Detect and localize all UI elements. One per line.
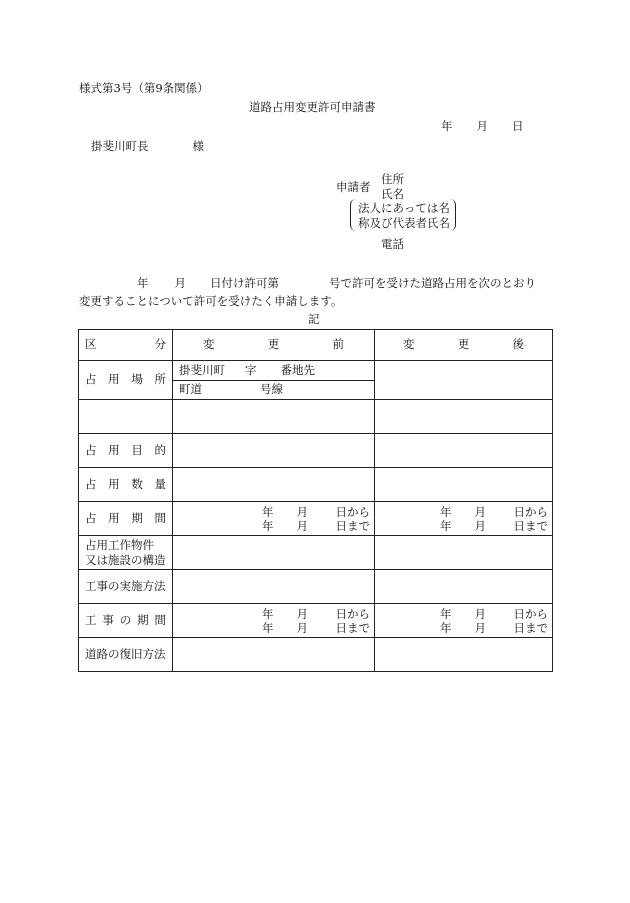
table-row-blank <box>79 400 553 434</box>
header-after: 変 更 後 <box>375 330 553 361</box>
quantity-after-cell[interactable] <box>375 468 553 502</box>
structure-after-cell[interactable] <box>375 536 553 570</box>
location-after-cell[interactable] <box>375 361 553 400</box>
method-after-cell[interactable] <box>375 570 553 604</box>
table-row-restore <box>79 638 553 672</box>
applicant-label: 申請者 <box>336 180 371 194</box>
body-date-part: 日付け許可第 <box>210 276 279 290</box>
body-month: 月 <box>174 276 186 290</box>
restore-label: 道路の復旧方法 <box>79 638 173 672</box>
applicant-phone-label: 電話 <box>381 237 404 251</box>
work-period-label: 工 事 の 期 間 <box>79 604 173 638</box>
date-year-label: 年 <box>441 119 453 133</box>
blank-label-cell <box>79 400 173 434</box>
body-rest: 号で許可を受けた道路占用を次のとおり <box>329 276 536 290</box>
table-row-method <box>79 570 553 604</box>
purpose-after-cell[interactable] <box>375 434 553 468</box>
location-banchi: 番地先 <box>280 362 315 377</box>
table-row-work-period <box>79 604 553 638</box>
body-year: 年 <box>137 276 149 290</box>
location-road: 町道 <box>179 382 202 397</box>
body-line-1 <box>137 277 536 291</box>
restore-after-cell[interactable] <box>375 638 553 672</box>
restore-before-cell[interactable] <box>173 638 375 672</box>
table-row-purpose <box>79 434 553 468</box>
header-category: 区 分 <box>79 330 173 361</box>
location-road-line <box>173 380 374 399</box>
applicant-name-label: 氏名 <box>381 187 404 201</box>
date-month-label: 月 <box>476 119 488 133</box>
quantity-label: 占 用 数 量 <box>79 468 173 502</box>
addressee-honorific: 様 <box>192 139 204 153</box>
purpose-label: 占 用 目 的 <box>79 434 173 468</box>
corporate-note-line1: 法人にあっては名 <box>358 201 450 215</box>
purpose-before-cell[interactable] <box>173 434 375 468</box>
addressee-name: 掛斐川町長 <box>91 139 149 153</box>
location-town-line <box>173 361 374 380</box>
ki-heading: 記 <box>308 312 320 326</box>
location-town: 掛斐川町 <box>179 362 225 377</box>
form-number: 様式第3号（第9条関係） <box>79 81 209 95</box>
period-before-cell[interactable]: 年 月 日から 年 月 日まで <box>173 502 375 536</box>
table-header-row <box>79 330 553 361</box>
location-route: 号線 <box>260 382 283 397</box>
date-day-label: 日 <box>512 119 524 133</box>
blank-after-cell[interactable] <box>375 400 553 434</box>
quantity-before-cell[interactable] <box>173 468 375 502</box>
structure-before-cell[interactable] <box>173 536 375 570</box>
work-period-after-cell[interactable]: 年 月 日から 年 月 日まで <box>375 604 553 638</box>
application-table <box>78 329 553 672</box>
structure-label: 占用工作物件 又は施設の構造 <box>79 536 173 570</box>
blank-before-cell[interactable] <box>173 400 375 434</box>
method-label: 工事の実施方法 <box>79 570 173 604</box>
table-row-quantity <box>79 468 553 502</box>
addressee <box>91 140 204 154</box>
table-row-location <box>79 361 553 400</box>
work-period-before-cell[interactable]: 年 月 日から 年 月 日まで <box>173 604 375 638</box>
period-after-cell[interactable]: 年 月 日から 年 月 日まで <box>375 502 553 536</box>
corporate-note-line2: 称及び代表者氏名 <box>358 216 450 230</box>
document-title: 道路占用変更許可申請書 <box>249 100 376 114</box>
location-before-cell[interactable] <box>173 361 375 400</box>
location-label: 占 用 場 所 <box>79 361 173 400</box>
date-line <box>441 120 524 134</box>
location-aza: 字 <box>245 362 257 377</box>
period-label: 占 用 期 間 <box>79 502 173 536</box>
table-row-period <box>79 502 553 536</box>
header-before: 変 更 前 <box>173 330 375 361</box>
method-before-cell[interactable] <box>173 570 375 604</box>
applicant-address-label: 住所 <box>381 172 404 186</box>
body-line-2: 変更することについて許可を受けたく申請します。 <box>79 294 343 308</box>
table-row-structure <box>79 536 553 570</box>
